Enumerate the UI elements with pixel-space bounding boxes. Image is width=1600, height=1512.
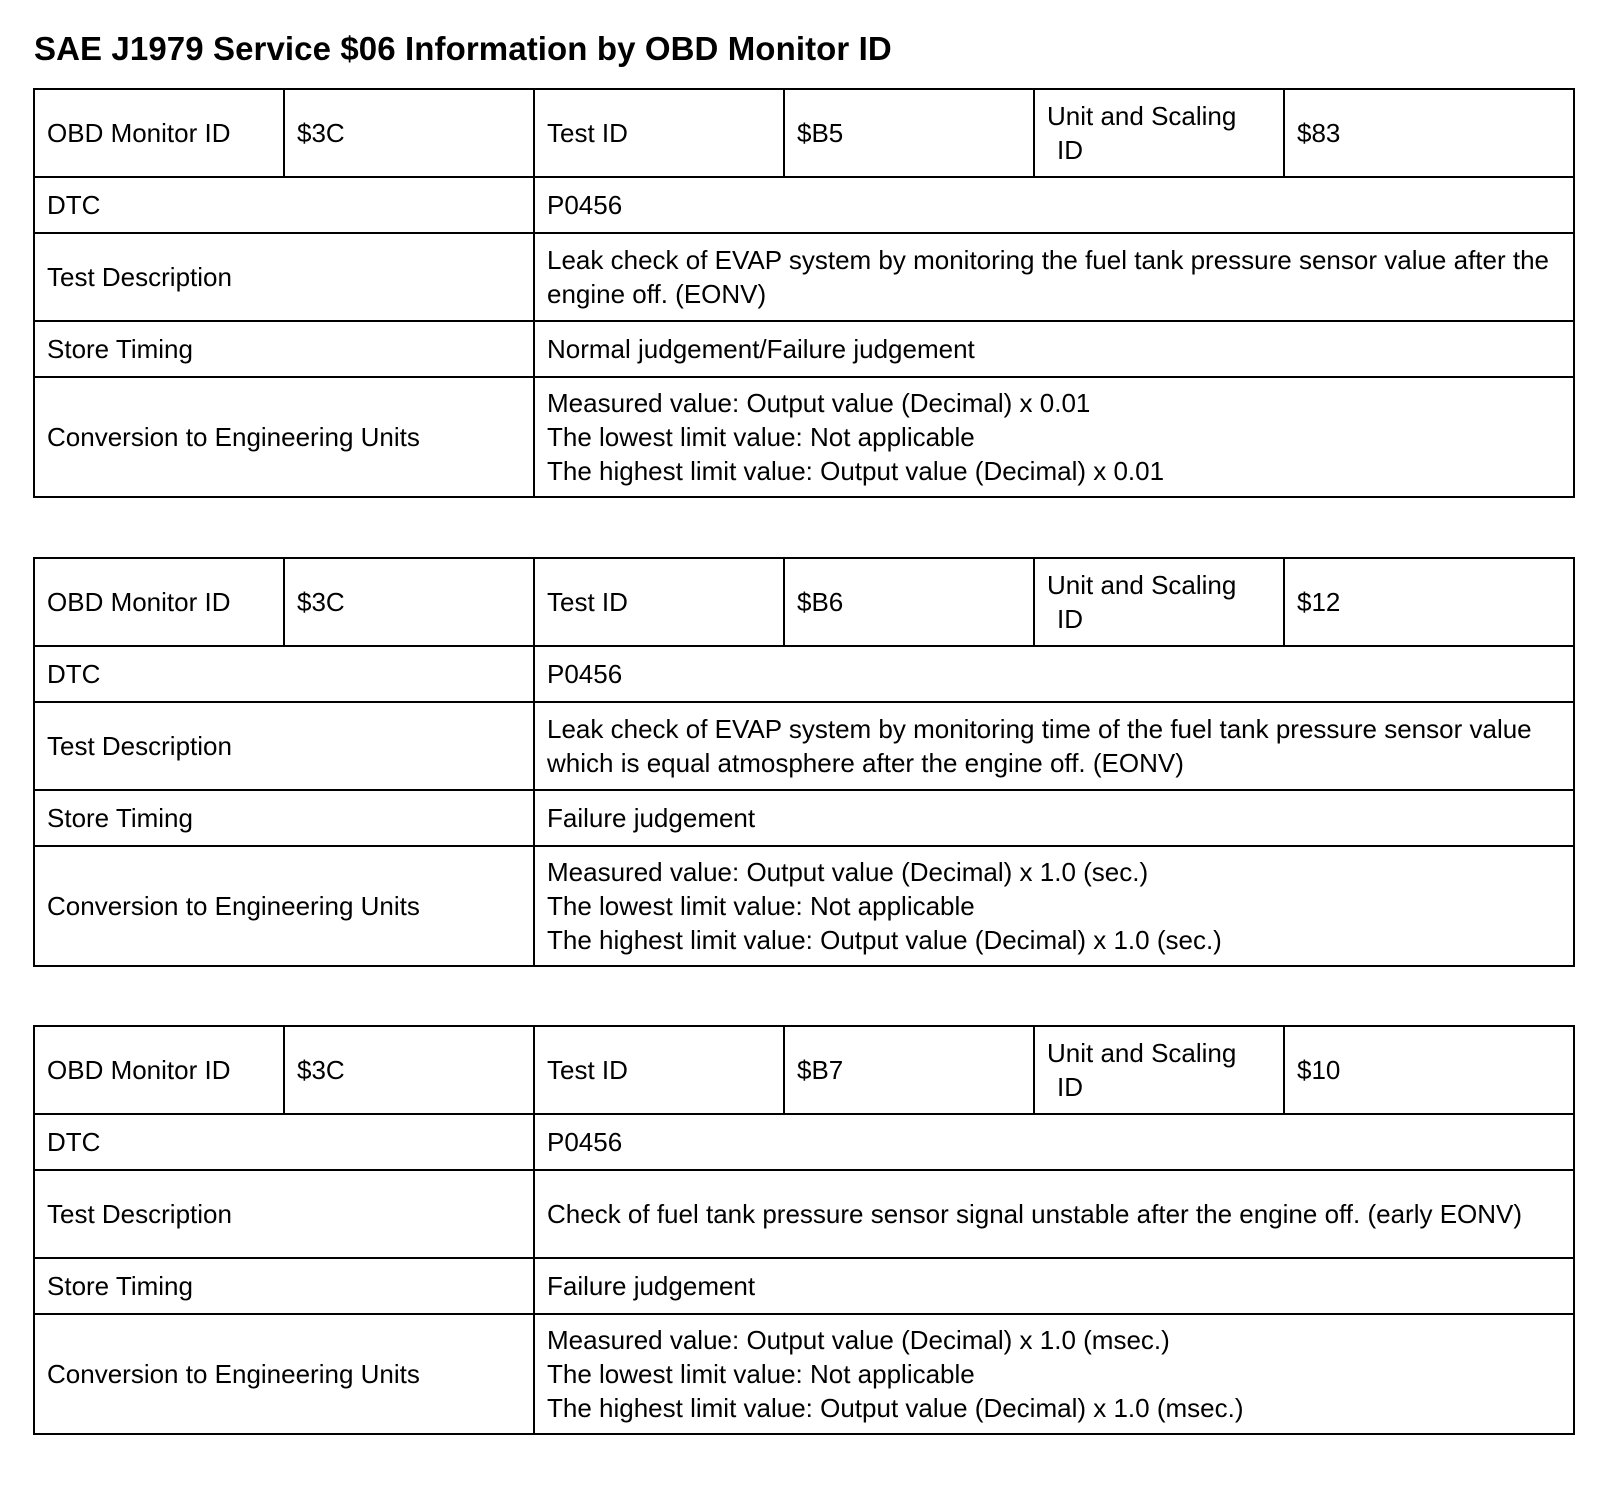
unit-scaling-label-line1: Unit and Scaling xyxy=(1047,101,1237,131)
conversion-value xyxy=(534,377,1574,497)
page-title: SAE J1979 Service $06 Information by OBD Monitor ID xyxy=(34,30,892,67)
store-timing-row xyxy=(34,790,1574,846)
unit-scaling-label-line1: Unit and Scaling xyxy=(1047,570,1237,600)
measured-value-line: Measured value: Output value (Decimal) x 0.01 xyxy=(547,388,1091,418)
test-description-row xyxy=(34,233,1574,321)
conversion-row xyxy=(34,846,1574,966)
obd-monitor-id-label: OBD Monitor ID xyxy=(34,89,284,177)
conversion-label: Conversion to Engineering Units xyxy=(34,846,534,966)
conversion-label: Conversion to Engineering Units xyxy=(34,377,534,497)
unit-scaling-label-line2: ID xyxy=(1057,135,1083,165)
test-description-label: Test Description xyxy=(34,1170,534,1258)
monitor-table-b6 xyxy=(33,557,1575,967)
test-description-row xyxy=(34,702,1574,790)
measured-value-line: Measured value: Output value (Decimal) x 1.0 (sec.) xyxy=(547,857,1149,887)
dtc-label: DTC xyxy=(34,177,534,233)
unit-scaling-label-line2: ID xyxy=(1057,604,1083,634)
unit-scaling-id-value: $83 xyxy=(1284,89,1574,177)
dtc-label: DTC xyxy=(34,646,534,702)
header-row xyxy=(34,89,1574,177)
dtc-row xyxy=(34,177,1574,233)
header-row xyxy=(34,1026,1574,1114)
store-timing-value: Normal judgement/Failure judgement xyxy=(534,321,1574,377)
test-description-value: Leak check of EVAP system by monitoring the fuel tank pressure sensor value after the engine off. (EONV) xyxy=(534,233,1574,321)
obd-monitor-id-value: $3C xyxy=(284,558,534,646)
obd-monitor-id-label: OBD Monitor ID xyxy=(34,558,284,646)
test-id-label: Test ID xyxy=(534,89,784,177)
unit-scaling-label-line2: ID xyxy=(1057,1072,1083,1102)
highest-limit-line: The highest limit value: Output value (Decimal) x 1.0 (msec.) xyxy=(547,1393,1244,1423)
store-timing-row xyxy=(34,1258,1574,1314)
test-description-value: Check of fuel tank pressure sensor signal unstable after the engine off. (early EONV) xyxy=(534,1170,1574,1258)
store-timing-value: Failure judgement xyxy=(534,790,1574,846)
conversion-value xyxy=(534,846,1574,966)
test-id-value: $B7 xyxy=(784,1026,1034,1114)
obd-monitor-id-label: OBD Monitor ID xyxy=(34,1026,284,1114)
lowest-limit-line: The lowest limit value: Not applicable xyxy=(547,1359,975,1389)
test-id-value: $B6 xyxy=(784,558,1034,646)
conversion-label: Conversion to Engineering Units xyxy=(34,1314,534,1434)
store-timing-label: Store Timing xyxy=(34,321,534,377)
test-id-label: Test ID xyxy=(534,558,784,646)
conversion-value xyxy=(534,1314,1574,1434)
dtc-row xyxy=(34,1114,1574,1170)
measured-value-line: Measured value: Output value (Decimal) x 1.0 (msec.) xyxy=(547,1325,1170,1355)
header-row xyxy=(34,558,1574,646)
test-description-value: Leak check of EVAP system by monitoring time of the fuel tank pressure sensor value which is equal atmosphere after the engine off. (EONV) xyxy=(534,702,1574,790)
unit-scaling-id-label xyxy=(1034,89,1284,177)
unit-scaling-id-label xyxy=(1034,1026,1284,1114)
test-description-row xyxy=(34,1170,1574,1258)
unit-scaling-label-line1: Unit and Scaling xyxy=(1047,1038,1237,1068)
obd-monitor-id-value: $3C xyxy=(284,89,534,177)
dtc-value: P0456 xyxy=(534,1114,1574,1170)
lowest-limit-line: The lowest limit value: Not applicable xyxy=(547,891,975,921)
dtc-value: P0456 xyxy=(534,177,1574,233)
store-timing-label: Store Timing xyxy=(34,1258,534,1314)
unit-scaling-id-value: $12 xyxy=(1284,558,1574,646)
test-id-label: Test ID xyxy=(534,1026,784,1114)
dtc-label: DTC xyxy=(34,1114,534,1170)
monitor-table-b7 xyxy=(33,1025,1575,1435)
test-id-value: $B5 xyxy=(784,89,1034,177)
unit-scaling-id-value: $10 xyxy=(1284,1026,1574,1114)
monitor-table-b5 xyxy=(33,88,1575,498)
store-timing-value: Failure judgement xyxy=(534,1258,1574,1314)
test-description-label: Test Description xyxy=(34,702,534,790)
highest-limit-line: The highest limit value: Output value (Decimal) x 1.0 (sec.) xyxy=(547,925,1222,955)
dtc-row xyxy=(34,646,1574,702)
conversion-row xyxy=(34,377,1574,497)
store-timing-label: Store Timing xyxy=(34,790,534,846)
obd-monitor-id-value: $3C xyxy=(284,1026,534,1114)
test-description-label: Test Description xyxy=(34,233,534,321)
conversion-row xyxy=(34,1314,1574,1434)
dtc-value: P0456 xyxy=(534,646,1574,702)
highest-limit-line: The highest limit value: Output value (Decimal) x 0.01 xyxy=(547,456,1165,486)
store-timing-row xyxy=(34,321,1574,377)
lowest-limit-line: The lowest limit value: Not applicable xyxy=(547,422,975,452)
unit-scaling-id-label xyxy=(1034,558,1284,646)
